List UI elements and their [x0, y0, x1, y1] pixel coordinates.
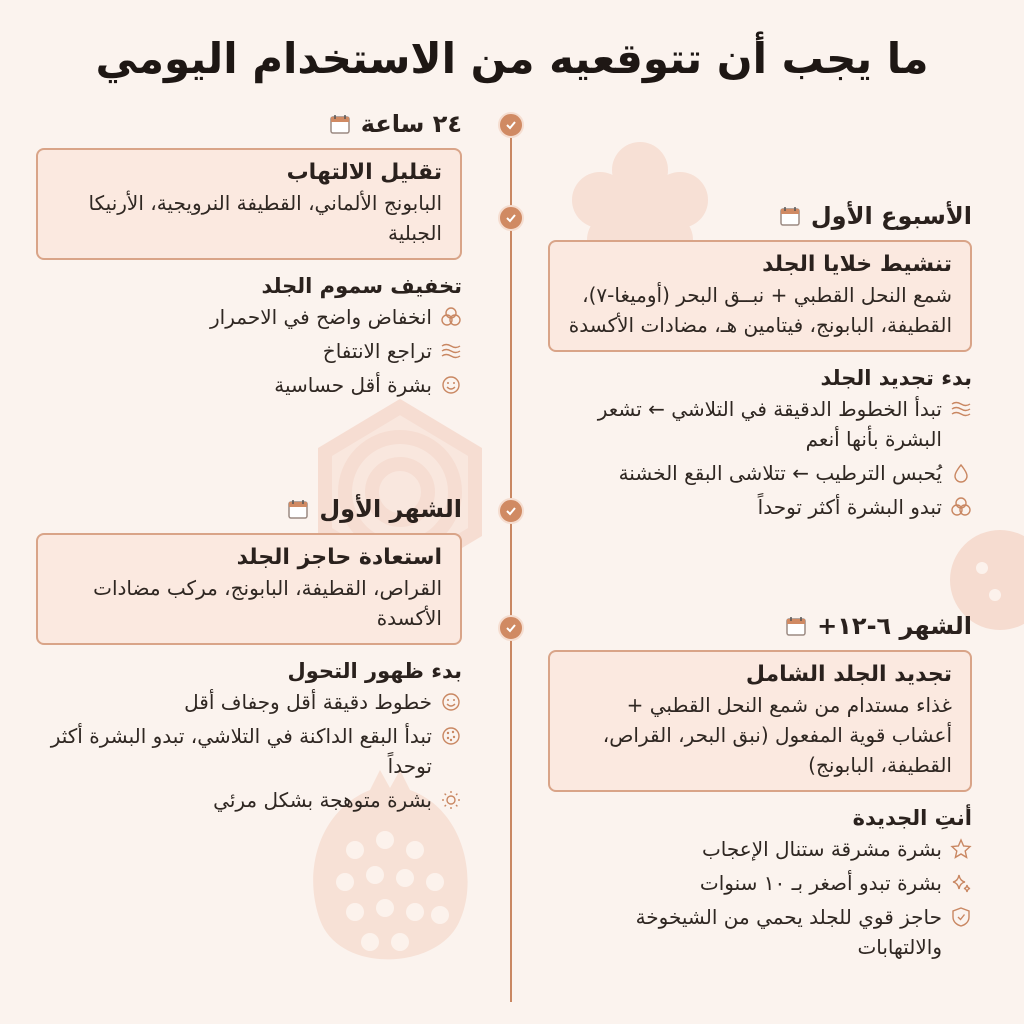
sun-icon: [440, 789, 462, 811]
list-item-text: تبدأ الخطوط الدقيقة في التلاشي ← تشعر البشرة بأنها أنعم: [597, 397, 942, 451]
list-item-text: تبدأ البقع الداكنة في التلاشي، تبدو البشرة أكثر توحداً: [50, 724, 432, 778]
list-item: [548, 458, 972, 488]
sparkle-icon: [950, 872, 972, 894]
stage-6-12-months: [548, 612, 972, 962]
check-icon: [505, 622, 517, 634]
list-item-text: بشرة تبدو أصغر بـ ١٠ سنوات: [699, 871, 942, 895]
waves-icon: [950, 398, 972, 420]
list-item: [36, 721, 462, 781]
result-subtitle: بدء ظهور التحول: [287, 659, 462, 683]
stage-24-hours: [36, 110, 462, 400]
result-list: [36, 687, 462, 815]
check-icon: [505, 212, 517, 224]
list-item-text: بشرة مشرقة ستنال الإعجاب: [701, 837, 942, 861]
stage-header: [548, 612, 972, 640]
stage-first-month: [36, 495, 462, 815]
circles-icon: [950, 496, 972, 518]
ingredients-card: [548, 240, 972, 352]
stage-period: الشهر ٦-١٢+: [817, 612, 972, 640]
stage-header: [36, 495, 462, 523]
dots-circle-icon: [440, 725, 462, 747]
list-item-text: تبدو البشرة أكثر توحداً: [757, 495, 942, 519]
list-item: [548, 492, 972, 522]
calendar-icon: [287, 498, 309, 520]
check-icon: [505, 119, 517, 131]
stage-first-week: [548, 202, 972, 522]
list-item: [36, 687, 462, 717]
list-item-text: بشرة متوهجة بشكل مرئي: [213, 788, 432, 812]
list-item-text: خطوط دقيقة أقل وجفاف أقل: [184, 690, 432, 714]
result-list: [548, 394, 972, 522]
stage-period: ٢٤ ساعة: [360, 110, 462, 138]
result-subtitle: بدء تجديد الجلد: [820, 366, 972, 390]
list-item-text: انخفاض واضح في الاحمرار: [210, 305, 432, 329]
page-title: ما يجب أن تتوقعيه من الاستخدام اليومي: [95, 34, 929, 83]
card-title: استعادة حاجز الجلد: [236, 545, 442, 570]
smile-icon: [440, 691, 462, 713]
calendar-icon: [779, 205, 801, 227]
list-item-text: حاجز قوي للجلد يحمي من الشيخوخة والالتهابات: [635, 905, 942, 959]
smile-icon: [440, 374, 462, 396]
list-item: [548, 902, 972, 962]
result-list: [548, 834, 972, 962]
timeline-axis: [510, 122, 512, 1002]
result-subtitle: أنتِ الجديدة: [852, 806, 972, 830]
shield-icon: [950, 906, 972, 928]
list-item: [36, 785, 462, 815]
card-body: شمع النحل القطبي + نبــق البحر (أوميغا-٧)، القطيفة، البابونج، فيتامين هـ، مضادات الأكسدة: [568, 283, 952, 337]
card-title: تجديد الجلد الشامل: [745, 662, 952, 687]
star-icon: [950, 838, 972, 860]
card-body: القراص، القطيفة، البابونج، مركب مضادات الأكسدة: [93, 576, 442, 630]
timeline-node-month: [498, 498, 524, 524]
calendar-icon: [329, 113, 351, 135]
list-item: [548, 394, 972, 454]
stage-period: الأسبوع الأول: [810, 202, 972, 230]
droplet-icon: [950, 462, 972, 484]
stage-header: [548, 202, 972, 230]
list-item-text: يُحبس الترطيب ← تتلاشى البقع الخشنة: [618, 461, 942, 485]
ingredients-card: [36, 533, 462, 645]
result-subtitle: تخفيف سموم الجلد: [261, 274, 462, 298]
timeline-node-week: [498, 205, 524, 231]
timeline-node-6-12-months: [498, 615, 524, 641]
list-item: [36, 336, 462, 366]
card-body: البابونج الألماني، القطيفة النرويجية، الأرنيكا الجبلية: [88, 191, 442, 245]
card-body: غذاء مستدام من شمع النحل القطبي + أعشاب قوية المفعول (نبق البحر، القراص، القطيفة، البابونج): [602, 693, 952, 777]
ingredients-card: [548, 650, 972, 792]
list-item: [548, 834, 972, 864]
stage-period: الشهر الأول: [319, 495, 462, 523]
result-list: [36, 302, 462, 400]
check-icon: [505, 505, 517, 517]
timeline-node-24h: [498, 112, 524, 138]
circles-icon: [440, 306, 462, 328]
list-item: [36, 302, 462, 332]
card-title: تنشيط خلايا الجلد: [762, 252, 952, 277]
ingredients-card: [36, 148, 462, 260]
list-item: [548, 868, 972, 898]
waves-icon: [440, 340, 462, 362]
list-item-text: بشرة أقل حساسية: [274, 373, 432, 397]
list-item: [36, 370, 462, 400]
calendar-icon: [785, 615, 807, 637]
stage-header: [36, 110, 462, 138]
card-title: تقليل الالتهاب: [286, 160, 442, 185]
list-item-text: تراجع الانتفاخ: [322, 339, 432, 363]
